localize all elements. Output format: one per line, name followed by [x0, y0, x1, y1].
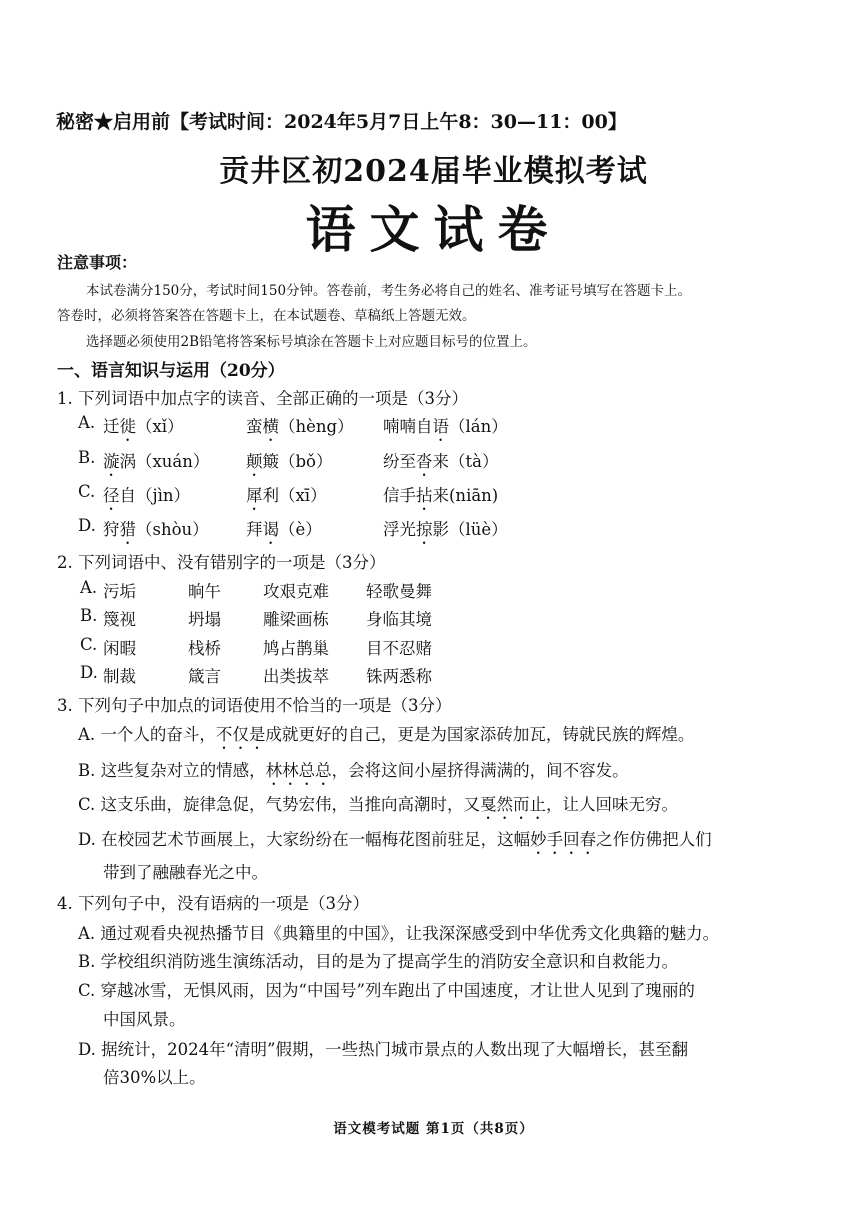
q1-option-b-word-1: 漩涡（xuán） [103, 452, 210, 471]
notice-heading: 注意事项： [57, 253, 138, 272]
q3-option-d: D. 在校园艺术节画展上，大家纷纷在一幅梅花图前驻足，这幅妙手回春之作仿佛把人们 [78, 830, 712, 849]
q1-option-d-word-1: 狩猎（shòu） [103, 520, 209, 539]
q4-option-c-continued: 中国风景。 [103, 1010, 186, 1029]
q3-option-c: C. 这支乐曲，旋律急促，气势宏伟，当推向高潮时，又戛然而止，让人回味无穷。 [78, 795, 679, 814]
q1-option-d-word-2: 拜谒（è） [246, 520, 322, 539]
q3-option-a: A. 一个人的奋斗，不仅是成就更好的自己，更是为国家添砖加瓦，铸就民族的辉煌。 [78, 725, 695, 744]
page-footer: 语文模考试题 第1页（共8页） [333, 1121, 534, 1137]
q4-option-a: A. 通过观看央视热播节目《典籍里的中国》，让我深深感受到中华优秀文化典籍的魅力。 [78, 924, 720, 943]
q3-option-d-continued: 带到了融融春光之中。 [103, 863, 268, 882]
q2-option-d-label: D. [80, 663, 98, 682]
q2-option-a-label: A. [80, 578, 98, 597]
q2-option-c-word-3: 鸠占鹊巢 [263, 639, 329, 658]
q4-option-c: C. 穿越冰雪，无惧风雨，因为“中国号”列车跑出了中国速度，才让世人见到了瑰丽的 [78, 981, 695, 1000]
q4-option-b: B. 学校组织消防逃生演练活动，目的是为了提高学生的消防安全意识和自救能力。 [78, 952, 679, 971]
q1-option-c-word-1: 径自（jìn） [103, 486, 191, 505]
q1-option-c-word-2: 犀利（xī） [246, 486, 327, 505]
q1-option-b-word-3: 纷至沓来（tà） [383, 452, 499, 471]
q1-option-b-label: B. [78, 448, 96, 467]
q2-option-c-word-1: 闲暇 [103, 639, 136, 658]
question-2-stem: 2. 下列词语中、没有错别字的一项是（3分） [57, 553, 386, 572]
q1-option-d-label: D. [78, 516, 96, 535]
q1-option-c-word-3: 信手拈来(niān) [383, 486, 499, 505]
q2-option-d-word-4: 铢两悉称 [366, 667, 432, 686]
q2-option-a-word-2: 晌午 [188, 582, 221, 601]
q3-option-b: B. 这些复杂对立的情感，林林总总，会将这间小屋挤得满满的，间不容发。 [78, 761, 629, 780]
q2-option-b-word-3: 雕梁画栋 [263, 610, 329, 629]
notice-line-2: 答卷时，必须将答案答在答题卡上，在本试题卷、草稿纸上答题无效。 [57, 308, 476, 324]
q2-option-c-word-4: 目不忍赌 [366, 639, 432, 658]
q4-option-d: D. 据统计，2024年“清明”假期，一些热门城市景点的人数出现了大幅增长，甚至翻 [78, 1040, 688, 1059]
q2-option-b-word-2: 坍塌 [188, 610, 221, 629]
q2-option-b-label: B. [80, 606, 98, 625]
section-heading: 一、语言知识与运用（20分） [57, 361, 285, 381]
q2-option-d-word-3: 出类拔萃 [263, 667, 329, 686]
q2-option-a-word-1: 污垢 [103, 582, 136, 601]
q2-option-c-word-2: 栈桥 [188, 639, 221, 658]
q1-option-b-word-2: 颠簸（bǒ） [246, 452, 333, 471]
q1-option-a-word-1: 迁徙（xǐ） [103, 417, 184, 436]
paper-title: 语文试卷 [305, 200, 562, 259]
q1-option-a-word-3: 喃喃自语（lán） [383, 417, 508, 436]
confidential-header: 秘密★启用前【考试时间：2024年5月7日上午8：30—11：00】 [56, 111, 627, 133]
exam-title: 贡井区初2024届毕业模拟考试 [219, 154, 648, 189]
q1-option-d-word-3: 浮光掠影（lüè） [383, 520, 508, 539]
q1-option-a-word-2: 蛮横（hèng） [246, 417, 354, 436]
question-4-stem: 4. 下列句子中，没有语病的一项是（3分） [57, 894, 369, 913]
q2-option-d-word-2: 箴言 [188, 667, 221, 686]
question-3-stem: 3. 下列句子中加点的词语使用不恰当的一项是（3分） [57, 696, 452, 715]
notice-line-1: 本试卷满分150分，考试时间150分钟。答卷前，考生务必将自己的姓名、准考证号填写在答题卡上。 [86, 283, 692, 299]
q2-option-a-word-4: 轻歌曼舞 [366, 582, 432, 601]
q2-option-d-word-1: 制裁 [103, 667, 136, 686]
q2-option-b-word-4: 身临其境 [366, 610, 432, 629]
q2-option-c-label: C. [80, 635, 98, 654]
q1-option-a-label: A. [78, 413, 96, 432]
question-1-stem: 1. 下列词语中加点字的读音、全部正确的一项是（3分） [57, 389, 468, 408]
notice-line-3: 选择题必须使用2B铅笔将答案标号填涂在答题卡上对应题目标号的位置上。 [86, 334, 537, 350]
q1-option-c-label: C. [78, 482, 96, 501]
q4-option-d-continued: 倍30%以上。 [103, 1068, 206, 1087]
q2-option-b-word-1: 篾视 [103, 610, 136, 629]
q2-option-a-word-3: 攻艰克难 [263, 582, 329, 601]
